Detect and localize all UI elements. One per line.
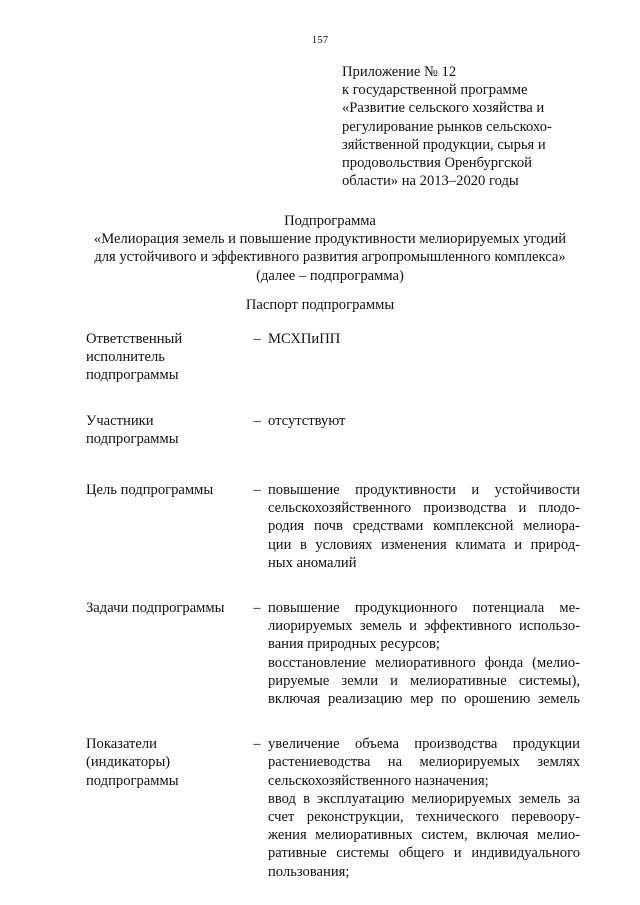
row-value	[268, 481, 580, 572]
row-label	[86, 330, 246, 385]
row-label	[86, 599, 246, 708]
row-value	[268, 599, 580, 708]
passport-row-participants	[86, 412, 580, 448]
row-value-line: ных аномалий	[268, 554, 357, 571]
passport-row-tasks	[86, 599, 580, 708]
row-label	[86, 412, 246, 448]
passport-table	[86, 330, 580, 881]
appendix-line: области» на 2013–2020 годы	[342, 173, 519, 190]
row-value-line: повышение продуктивности и устойчивости	[268, 482, 580, 499]
row-dash: –	[253, 482, 261, 499]
row-value-line: жения мелиоративных систем, включая мелио-	[268, 827, 580, 844]
page-number: 157	[311, 34, 329, 46]
appendix-line: зяйственной продукции, сырья и	[342, 136, 546, 153]
row-label-line: подпрограммы	[86, 367, 179, 384]
row-label-line: Задачи подпрограммы	[86, 600, 225, 617]
row-label-line: подпрограммы	[86, 430, 179, 447]
appendix-header	[342, 63, 582, 190]
row-value-line: сельскохозяйственного производства и плодо-	[268, 500, 580, 517]
row-label-line: подпрограммы	[86, 772, 179, 789]
appendix-line: «Развитие сельского хозяйства и	[342, 100, 545, 117]
row-value-line: растениеводства на мелиорируемых землях	[268, 754, 580, 771]
row-value-line: восстановление мелиоративного фонда (мелио-	[268, 654, 580, 671]
row-value-line: лиорируемых земель и эффективного использо-	[268, 618, 580, 635]
passport-row-goal	[86, 481, 580, 572]
row-value-line: сельскохозяйственного назначения;	[268, 772, 489, 789]
row-value-line: включая реализацию мер по орошению земель	[268, 691, 580, 708]
row-value-line: вания природных ресурсов;	[268, 636, 440, 653]
row-value-line: ции в условиях изменения климата и природ-	[268, 536, 580, 553]
row-value	[268, 412, 580, 448]
passport-heading: Паспорт подпрограммы	[245, 297, 395, 313]
appendix-line: продовольствия Оренбургской	[342, 155, 532, 172]
row-value-line: рируемые земли и мелиоративные системы),	[268, 672, 580, 689]
passport-row-responsible	[86, 330, 580, 385]
row-label-line: Участники	[86, 412, 154, 429]
row-value-line: пользования;	[268, 863, 350, 880]
row-value-line: счет реконструкции, технического перевоору-	[268, 809, 580, 826]
row-value-line: МСХПиПП	[268, 331, 341, 347]
passport-row-indicators	[86, 735, 580, 881]
row-dash: –	[253, 412, 261, 429]
row-label	[86, 735, 246, 881]
row-label-line: Ответственный	[86, 331, 183, 347]
row-value-line: отсутствуют	[268, 412, 346, 429]
row-value-line: ративные системы общего и индивидуального	[268, 845, 580, 862]
appendix-line: к государственной программе	[342, 82, 528, 99]
row-value-line: ввод в эксплуатацию мелиорируемых земель за	[268, 790, 580, 807]
row-value-line: родия почв средствами комплексной мелиора-	[268, 518, 580, 535]
row-label	[86, 481, 246, 572]
subprogram-title-line: Подпрограмма	[284, 213, 376, 229]
subprogram-title	[80, 212, 580, 285]
appendix-line: регулирование рынков сельскохо-	[342, 118, 552, 135]
row-dash: –	[253, 600, 261, 617]
row-value-line: повышение продукционного потенциала ме-	[268, 600, 580, 617]
row-label-line: исполнитель	[86, 349, 165, 366]
subprogram-title-line: «Мелиорация земель и повышение продуктивности мелиорируемых угодий	[93, 231, 567, 248]
subprogram-title-line: (далее – подпрограмма)	[256, 267, 404, 284]
row-dash: –	[253, 331, 261, 347]
row-label-line: Показатели	[86, 736, 157, 753]
row-value	[268, 330, 580, 385]
row-label-line: (индикаторы)	[86, 754, 171, 771]
row-value	[268, 735, 580, 881]
appendix-line: Приложение № 12	[342, 64, 457, 80]
row-label-line: Цель подпрограммы	[86, 482, 214, 499]
row-dash: –	[253, 736, 261, 753]
subprogram-title-line: для устойчивого и эффективного развития агропромышленного комплекса»	[94, 249, 566, 266]
row-value-line: увеличение объема производства продукции	[268, 736, 580, 753]
